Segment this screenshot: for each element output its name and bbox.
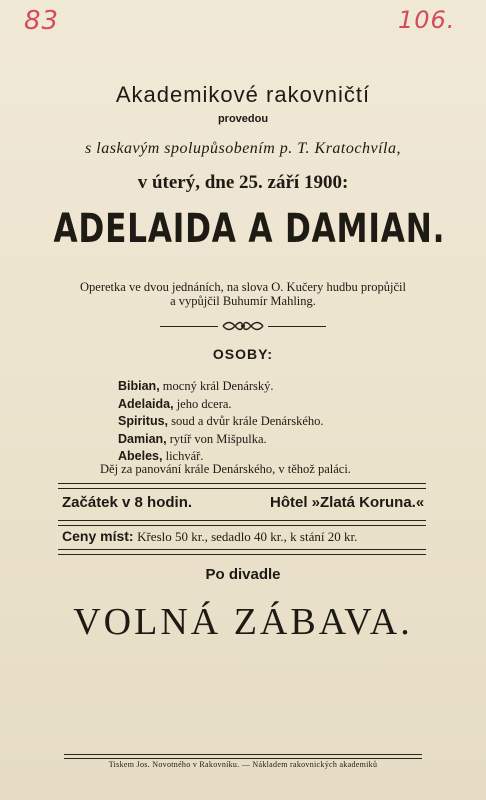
cast-role: Adelaida, jeho dcera. <box>118 396 232 411</box>
provedou-line: provedou <box>217 113 269 125</box>
after-show-line: Po divadle <box>205 566 281 583</box>
venue: Hôtel »Zlatá Koruna.« <box>270 494 425 511</box>
footer-rule <box>64 754 422 759</box>
cast-list <box>118 378 324 466</box>
play-subtitle-1: Operetka ve dvou jednáních, na slova O. Kučery hudbu propůjčil <box>80 280 406 294</box>
ornament-icon <box>221 318 265 334</box>
double-rule-top <box>58 483 426 489</box>
start-time: Začátek v 8 hodin. <box>62 494 193 511</box>
printer-imprint: Tiskem Jos. Novotného v Rakovníku. — Nákladem rakovnických akademiků <box>108 760 378 769</box>
ornament-rule-left <box>160 326 218 327</box>
cast-role: Abeles, lichvář. <box>118 449 204 463</box>
cast-role: Spiritus, soud a dvůr krále Denárského. <box>118 414 324 428</box>
play-subtitle-2: a vypůjčil Buhumír Mahling. <box>170 294 316 308</box>
ornament-rule-right <box>268 326 326 327</box>
dance-party-title: VOLNÁ ZÁBAVA. <box>73 601 413 643</box>
cooperation-line: s laskavým spolupůsobením p. T. Kratochvíla, <box>85 140 401 157</box>
prices-text: Křeslo 50 kr., sedadlo 40 kr., k stání 20 kr. <box>137 529 358 544</box>
date-line: v úterý, dne 25. září 1900: <box>137 172 349 193</box>
archive-number-left: 83 <box>24 6 60 36</box>
cast-role: Damian, rytíř von Mišpulka. <box>118 431 267 446</box>
double-rule-bottom <box>58 549 426 555</box>
prices-label: Ceny míst: <box>62 528 134 544</box>
archive-number-right: 106. <box>398 6 456 34</box>
cast-heading: OSOBY: <box>212 346 274 362</box>
prices-line <box>62 528 357 546</box>
setting-line: Děj za panování krále Denárského, v těhož paláci. <box>100 462 351 476</box>
organizer-line: Akademikové rakovničtí <box>115 82 371 107</box>
play-title: ADELAIDA A DAMIAN. <box>53 206 446 252</box>
double-rule-middle <box>58 520 426 526</box>
cast-role: Bibian, mocný král Denárský. <box>118 379 274 393</box>
